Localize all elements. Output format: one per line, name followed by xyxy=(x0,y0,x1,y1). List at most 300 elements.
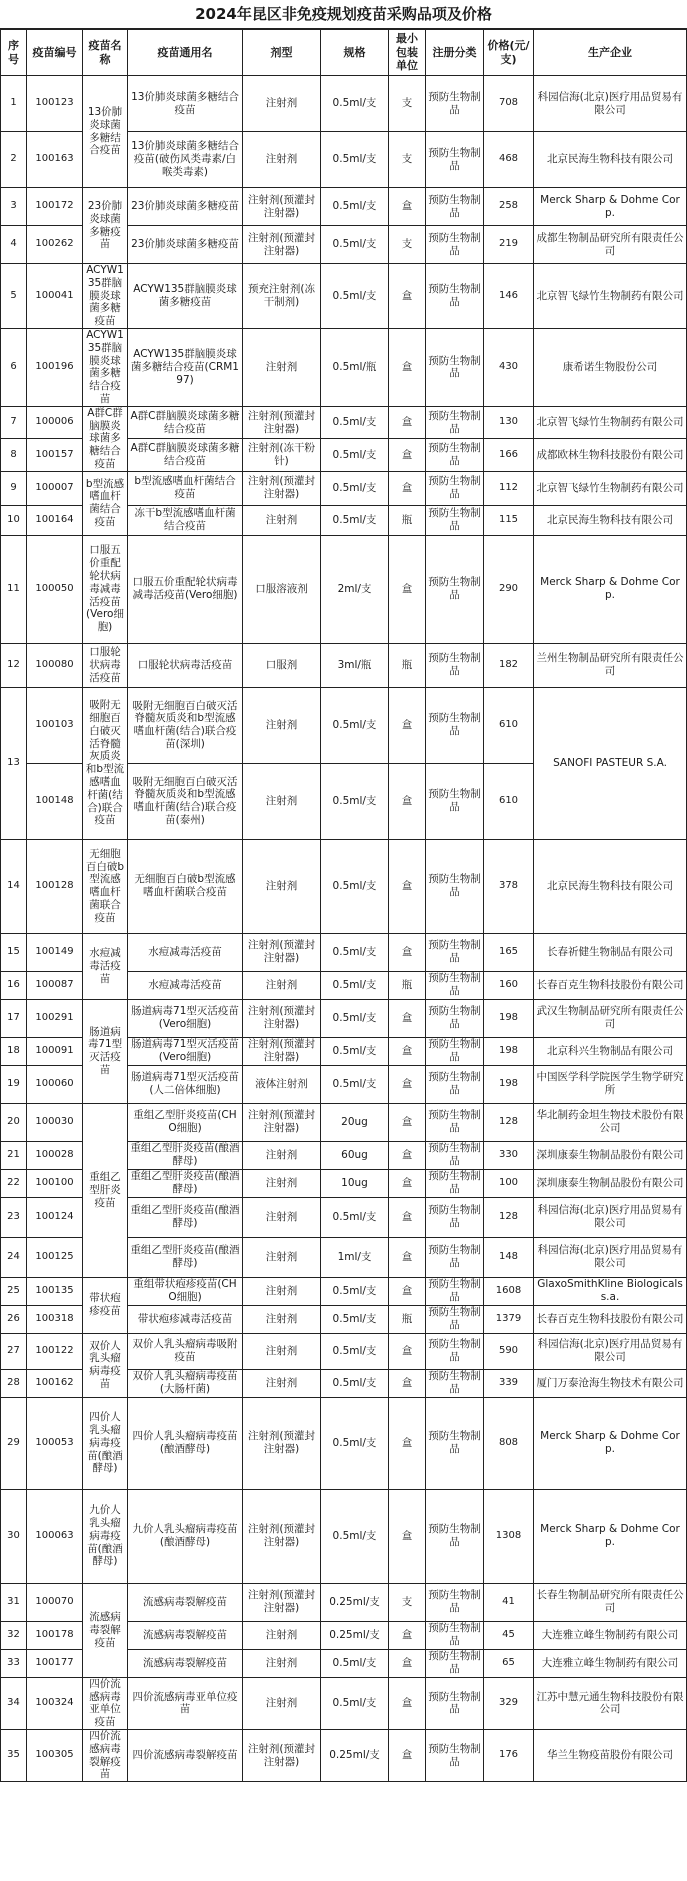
cell-vaccine-name: A群C群脑膜炎球菌多糖结合疫苗 xyxy=(83,406,128,471)
cell-dosage-form: 注射剂 xyxy=(243,1677,321,1729)
cell-price: 130 xyxy=(484,406,534,438)
cell-seq: 9 xyxy=(1,471,27,505)
cell-code: 100063 xyxy=(27,1489,83,1583)
cell-spec: 0.25ml/支 xyxy=(321,1621,389,1649)
cell-spec: 2ml/支 xyxy=(321,535,389,643)
cell-dosage-form: 注射剂 xyxy=(243,1369,321,1397)
cell-unit: 盒 xyxy=(389,1677,426,1729)
cell-vaccine-name: 23价肺炎球菌多糖疫苗 xyxy=(83,188,128,264)
cell-spec: 0.25ml/支 xyxy=(321,1583,389,1621)
cell-vaccine-name: 四价流感病毒亚单位疫苗 xyxy=(83,1677,128,1729)
cell-code: 100128 xyxy=(27,839,83,933)
cell-unit: 盒 xyxy=(389,1037,426,1065)
header-manufacturer: 生产企业 xyxy=(534,30,687,76)
cell-unit: 盒 xyxy=(389,188,426,226)
cell-dosage-form: 注射剂 xyxy=(243,1237,321,1277)
cell-vaccine-name: 流感病毒裂解疫苗 xyxy=(83,1583,128,1677)
cell-manufacturer: 华兰生物疫苗股份有限公司 xyxy=(534,1729,687,1781)
cell-dosage-form: 注射剂 xyxy=(243,687,321,763)
cell-seq: 10 xyxy=(1,505,27,535)
cell-code: 100125 xyxy=(27,1237,83,1277)
cell-seq: 8 xyxy=(1,439,27,472)
cell-unit: 盒 xyxy=(389,1065,426,1103)
table-row xyxy=(1,76,687,132)
cell-spec: 0.5ml/支 xyxy=(321,763,389,839)
cell-price: 176 xyxy=(484,1729,534,1781)
cell-code: 100291 xyxy=(27,999,83,1037)
cell-price: 329 xyxy=(484,1677,534,1729)
cell-code: 100070 xyxy=(27,1583,83,1621)
table-row xyxy=(1,687,687,763)
cell-code: 100262 xyxy=(27,226,83,264)
cell-manufacturer: 深圳康泰生物制品股份有限公司 xyxy=(534,1169,687,1197)
cell-manufacturer: Merck Sharp & Dohme Corp. xyxy=(534,535,687,643)
cell-manufacturer: 深圳康泰生物制品股份有限公司 xyxy=(534,1141,687,1169)
cell-dosage-form: 注射剂(预灌封注射器) xyxy=(243,933,321,971)
table-row xyxy=(1,1583,687,1621)
cell-seq: 14 xyxy=(1,839,27,933)
cell-price: 148 xyxy=(484,1237,534,1277)
cell-code: 100091 xyxy=(27,1037,83,1065)
cell-category: 预防生物制品 xyxy=(426,1677,484,1729)
cell-code: 100087 xyxy=(27,971,83,999)
cell-vaccine-name: 口服五价重配轮状病毒减毒活疫苗(Vero细胞) xyxy=(83,535,128,643)
cell-generic-name: ACYW135群脑膜炎球菌多糖疫苗 xyxy=(128,264,243,329)
cell-spec: 0.5ml/支 xyxy=(321,971,389,999)
cell-dosage-form: 注射剂(预灌封注射器) xyxy=(243,1489,321,1583)
cell-spec: 0.5ml/支 xyxy=(321,1277,389,1305)
cell-dosage-form: 注射剂(预灌封注射器) xyxy=(243,1583,321,1621)
cell-price: 165 xyxy=(484,933,534,971)
cell-dosage-form: 注射剂 xyxy=(243,328,321,406)
table-row xyxy=(1,471,687,505)
cell-manufacturer: 长春生物制品研究所有限责任公司 xyxy=(534,1583,687,1621)
cell-spec: 0.5ml/瓶 xyxy=(321,328,389,406)
cell-generic-name: 四价流感病毒亚单位疫苗 xyxy=(128,1677,243,1729)
cell-category: 预防生物制品 xyxy=(426,933,484,971)
cell-generic-name: 重组乙型肝炎疫苗(酿酒酵母) xyxy=(128,1197,243,1237)
header-generic-name: 疫苗通用名 xyxy=(128,30,243,76)
cell-manufacturer: 中国医学科学院医学生物学研究所 xyxy=(534,1065,687,1103)
cell-vaccine-name: 九价人乳头瘤病毒疫苗(酿酒酵母) xyxy=(83,1489,128,1583)
cell-seq: 18 xyxy=(1,1037,27,1065)
cell-seq: 31 xyxy=(1,1583,27,1621)
cell-manufacturer: 成都生物制品研究所有限责任公司 xyxy=(534,226,687,264)
table-row xyxy=(1,933,687,971)
table-row xyxy=(1,643,687,687)
header-code: 疫苗编号 xyxy=(27,30,83,76)
cell-dosage-form: 注射剂(冻干粉针) xyxy=(243,439,321,472)
cell-manufacturer: GlaxoSmithKline Biologicals s.a. xyxy=(534,1277,687,1305)
cell-spec: 0.5ml/支 xyxy=(321,226,389,264)
cell-seq: 21 xyxy=(1,1141,27,1169)
cell-dosage-form: 注射剂(预灌封注射器) xyxy=(243,1037,321,1065)
cell-manufacturer: Merck Sharp & Dohme Corp. xyxy=(534,1489,687,1583)
cell-unit: 盒 xyxy=(389,999,426,1037)
cell-generic-name: 13价肺炎球菌多糖结合疫苗(破伤风类毒素/白喉类毒素) xyxy=(128,132,243,188)
cell-vaccine-name: 四价流感病毒裂解疫苗 xyxy=(83,1729,128,1781)
cell-vaccine-name: ACYW135群脑膜炎球菌多糖疫苗 xyxy=(83,264,128,329)
cell-dosage-form: 注射剂 xyxy=(243,1169,321,1197)
table-row xyxy=(1,1333,687,1369)
cell-code: 100060 xyxy=(27,1065,83,1103)
cell-seq: 12 xyxy=(1,643,27,687)
cell-vaccine-name: 13价肺炎球菌多糖结合疫苗 xyxy=(83,76,128,188)
header-unit: 最小包装单位 xyxy=(389,30,426,76)
cell-spec: 0.5ml/支 xyxy=(321,1065,389,1103)
cell-code: 100080 xyxy=(27,643,83,687)
cell-seq: 22 xyxy=(1,1169,27,1197)
cell-dosage-form: 注射剂(预灌封注射器) xyxy=(243,999,321,1037)
cell-price: 182 xyxy=(484,643,534,687)
cell-unit: 盒 xyxy=(389,687,426,763)
cell-seq: 15 xyxy=(1,933,27,971)
cell-generic-name: 水痘减毒活疫苗 xyxy=(128,971,243,999)
cell-manufacturer: 科园信海(北京)医疗用品贸易有限公司 xyxy=(534,76,687,132)
cell-unit: 盒 xyxy=(389,1621,426,1649)
cell-spec: 0.5ml/支 xyxy=(321,505,389,535)
cell-spec: 0.25ml/支 xyxy=(321,1729,389,1781)
cell-spec: 10ug xyxy=(321,1169,389,1197)
cell-code: 100172 xyxy=(27,188,83,226)
header-price: 价格(元/支) xyxy=(484,30,534,76)
cell-dosage-form: 注射剂(预灌封注射器) xyxy=(243,1397,321,1489)
cell-price: 100 xyxy=(484,1169,534,1197)
cell-seq: 19 xyxy=(1,1065,27,1103)
cell-spec: 0.5ml/支 xyxy=(321,1037,389,1065)
cell-generic-name: 口服轮状病毒活疫苗 xyxy=(128,643,243,687)
cell-unit: 盒 xyxy=(389,1649,426,1677)
cell-spec: 0.5ml/支 xyxy=(321,1677,389,1729)
cell-seq: 33 xyxy=(1,1649,27,1677)
cell-category: 预防生物制品 xyxy=(426,1397,484,1489)
cell-category: 预防生物制品 xyxy=(426,471,484,505)
cell-unit: 盒 xyxy=(389,933,426,971)
cell-dosage-form: 液体注射剂 xyxy=(243,1065,321,1103)
cell-price: 128 xyxy=(484,1197,534,1237)
table-header-row xyxy=(1,30,687,76)
cell-dosage-form: 注射剂 xyxy=(243,1333,321,1369)
cell-generic-name: 重组乙型肝炎疫苗(酿酒酵母) xyxy=(128,1169,243,1197)
cell-seq: 3 xyxy=(1,188,27,226)
cell-price: 198 xyxy=(484,1065,534,1103)
cell-vaccine-name: 肠道病毒71型灭活疫苗 xyxy=(83,999,128,1103)
cell-code: 100177 xyxy=(27,1649,83,1677)
cell-code: 100006 xyxy=(27,406,83,438)
cell-price: 430 xyxy=(484,328,534,406)
cell-generic-name: 重组乙型肝炎疫苗(酿酒酵母) xyxy=(128,1141,243,1169)
cell-manufacturer: 康希诺生物股份公司 xyxy=(534,328,687,406)
cell-spec: 0.5ml/支 xyxy=(321,1333,389,1369)
cell-category: 预防生物制品 xyxy=(426,328,484,406)
table-row xyxy=(1,535,687,643)
cell-generic-name: 四价流感病毒裂解疫苗 xyxy=(128,1729,243,1781)
cell-category: 预防生物制品 xyxy=(426,1489,484,1583)
cell-manufacturer: 江苏中慧元通生物科技股份有限公司 xyxy=(534,1677,687,1729)
cell-spec: 0.5ml/支 xyxy=(321,1397,389,1489)
cell-category: 预防生物制品 xyxy=(426,1583,484,1621)
cell-unit: 盒 xyxy=(389,1397,426,1489)
cell-manufacturer: 厦门万泰沧海生物技术有限公司 xyxy=(534,1369,687,1397)
cell-generic-name: 双价人乳头瘤病毒吸附疫苗 xyxy=(128,1333,243,1369)
cell-vaccine-name: 四价人乳头瘤病毒疫苗(酿酒酵母) xyxy=(83,1397,128,1489)
cell-price: 610 xyxy=(484,687,534,763)
cell-unit: 盒 xyxy=(389,1729,426,1781)
cell-seq: 2 xyxy=(1,132,27,188)
cell-category: 预防生物制品 xyxy=(426,1103,484,1141)
table-row xyxy=(1,328,687,406)
cell-generic-name: 流感病毒裂解疫苗 xyxy=(128,1621,243,1649)
cell-price: 610 xyxy=(484,763,534,839)
cell-code: 100007 xyxy=(27,471,83,505)
cell-manufacturer: 北京智飞绿竹生物制药有限公司 xyxy=(534,264,687,329)
cell-manufacturer: 长春百克生物科技股份有限公司 xyxy=(534,1305,687,1333)
cell-spec: 0.5ml/支 xyxy=(321,471,389,505)
header-seq: 序号 xyxy=(1,30,27,76)
cell-seq: 29 xyxy=(1,1397,27,1489)
cell-manufacturer: 北京科兴生物制品有限公司 xyxy=(534,1037,687,1065)
cell-unit: 盒 xyxy=(389,1489,426,1583)
cell-seq: 35 xyxy=(1,1729,27,1781)
cell-category: 预防生物制品 xyxy=(426,535,484,643)
cell-price: 128 xyxy=(484,1103,534,1141)
cell-price: 160 xyxy=(484,971,534,999)
cell-unit: 支 xyxy=(389,1583,426,1621)
table-row xyxy=(1,1489,687,1583)
cell-category: 预防生物制品 xyxy=(426,505,484,535)
cell-dosage-form: 注射剂(预灌封注射器) xyxy=(243,226,321,264)
cell-price: 45 xyxy=(484,1621,534,1649)
cell-spec: 0.5ml/支 xyxy=(321,999,389,1037)
cell-price: 378 xyxy=(484,839,534,933)
cell-category: 预防生物制品 xyxy=(426,76,484,132)
cell-vaccine-name: ACYW135群脑膜炎球菌多糖结合疫苗 xyxy=(83,328,128,406)
cell-unit: 盒 xyxy=(389,535,426,643)
cell-manufacturer: 成都欧林生物科技股份有限公司 xyxy=(534,439,687,472)
cell-seq: 25 xyxy=(1,1277,27,1305)
cell-generic-name: 冻干b型流感嗜血杆菌结合疫苗 xyxy=(128,505,243,535)
cell-unit: 瓶 xyxy=(389,1305,426,1333)
cell-seq: 11 xyxy=(1,535,27,643)
cell-spec: 0.5ml/支 xyxy=(321,687,389,763)
cell-code: 100135 xyxy=(27,1277,83,1305)
cell-price: 808 xyxy=(484,1397,534,1489)
cell-seq: 30 xyxy=(1,1489,27,1583)
cell-category: 预防生物制品 xyxy=(426,406,484,438)
cell-generic-name: 肠道病毒71型灭活疫苗(Vero细胞) xyxy=(128,1037,243,1065)
cell-seq: 1 xyxy=(1,76,27,132)
cell-seq: 23 xyxy=(1,1197,27,1237)
cell-price: 112 xyxy=(484,471,534,505)
cell-code: 100318 xyxy=(27,1305,83,1333)
cell-manufacturer: 华北制药金坦生物技术股份有限公司 xyxy=(534,1103,687,1141)
cell-generic-name: 水痘减毒活疫苗 xyxy=(128,933,243,971)
cell-manufacturer: 大连雅立峰生物制药有限公司 xyxy=(534,1649,687,1677)
cell-unit: 瓶 xyxy=(389,971,426,999)
cell-generic-name: 带状疱疹减毒活疫苗 xyxy=(128,1305,243,1333)
cell-spec: 0.5ml/支 xyxy=(321,76,389,132)
cell-generic-name: 流感病毒裂解疫苗 xyxy=(128,1583,243,1621)
cell-code: 100324 xyxy=(27,1677,83,1729)
cell-generic-name: 13价肺炎球菌多糖结合疫苗 xyxy=(128,76,243,132)
cell-category: 预防生物制品 xyxy=(426,1065,484,1103)
cell-price: 41 xyxy=(484,1583,534,1621)
cell-spec: 0.5ml/支 xyxy=(321,439,389,472)
cell-category: 预防生物制品 xyxy=(426,1649,484,1677)
cell-vaccine-name: 带状疱疹疫苗 xyxy=(83,1277,128,1333)
cell-dosage-form: 注射剂 xyxy=(243,839,321,933)
cell-spec: 0.5ml/支 xyxy=(321,1369,389,1397)
cell-unit: 瓶 xyxy=(389,643,426,687)
cell-seq: 4 xyxy=(1,226,27,264)
cell-category: 预防生物制品 xyxy=(426,132,484,188)
cell-seq: 5 xyxy=(1,264,27,329)
cell-seq: 26 xyxy=(1,1305,27,1333)
cell-generic-name: 口服五价重配轮状病毒减毒活疫苗(Vero细胞) xyxy=(128,535,243,643)
cell-generic-name: 双价人乳头瘤病毒疫苗(大肠杆菌) xyxy=(128,1369,243,1397)
cell-unit: 盒 xyxy=(389,439,426,472)
table-row xyxy=(1,264,687,329)
cell-unit: 支 xyxy=(389,226,426,264)
document-title: 2024年昆区非免疫规划疫苗采购品项及价格 xyxy=(0,0,687,29)
cell-seq: 6 xyxy=(1,328,27,406)
cell-manufacturer: 科园信海(北京)医疗用品贸易有限公司 xyxy=(534,1333,687,1369)
cell-spec: 0.5ml/支 xyxy=(321,839,389,933)
cell-category: 预防生物制品 xyxy=(426,1197,484,1237)
cell-price: 1608 xyxy=(484,1277,534,1305)
cell-manufacturer: 北京民海生物科技有限公司 xyxy=(534,839,687,933)
cell-dosage-form: 注射剂 xyxy=(243,1197,321,1237)
cell-manufacturer: 北京智飞绿竹生物制药有限公司 xyxy=(534,471,687,505)
cell-dosage-form: 注射剂(预灌封注射器) xyxy=(243,1103,321,1141)
cell-category: 预防生物制品 xyxy=(426,264,484,329)
cell-dosage-form: 注射剂(预灌封注射器) xyxy=(243,406,321,438)
cell-unit: 盒 xyxy=(389,1237,426,1277)
cell-generic-name: b型流感嗜血杆菌结合疫苗 xyxy=(128,471,243,505)
cell-unit: 盒 xyxy=(389,1197,426,1237)
cell-seq: 28 xyxy=(1,1369,27,1397)
cell-unit: 盒 xyxy=(389,328,426,406)
cell-code: 100030 xyxy=(27,1103,83,1141)
cell-dosage-form: 注射剂(预灌封注射器) xyxy=(243,471,321,505)
cell-manufacturer: 北京民海生物科技有限公司 xyxy=(534,505,687,535)
cell-seq: 13 xyxy=(1,687,27,839)
cell-manufacturer: 兰州生物制品研究所有限责任公司 xyxy=(534,643,687,687)
cell-spec: 60ug xyxy=(321,1141,389,1169)
cell-price: 1379 xyxy=(484,1305,534,1333)
table-row xyxy=(1,188,687,226)
cell-price: 590 xyxy=(484,1333,534,1369)
cell-dosage-form: 注射剂 xyxy=(243,132,321,188)
cell-category: 预防生物制品 xyxy=(426,643,484,687)
header-category: 注册分类 xyxy=(426,30,484,76)
cell-code: 100148 xyxy=(27,763,83,839)
cell-category: 预防生物制品 xyxy=(426,1277,484,1305)
cell-price: 219 xyxy=(484,226,534,264)
cell-unit: 盒 xyxy=(389,1169,426,1197)
cell-category: 预防生物制品 xyxy=(426,1305,484,1333)
cell-spec: 0.5ml/支 xyxy=(321,933,389,971)
cell-category: 预防生物制品 xyxy=(426,1333,484,1369)
cell-dosage-form: 注射剂 xyxy=(243,971,321,999)
table-row xyxy=(1,1277,687,1305)
cell-spec: 20ug xyxy=(321,1103,389,1141)
cell-vaccine-name: 水痘减毒活疫苗 xyxy=(83,933,128,999)
table-row xyxy=(1,1729,687,1781)
cell-code: 100041 xyxy=(27,264,83,329)
cell-dosage-form: 注射剂 xyxy=(243,1141,321,1169)
cell-unit: 盒 xyxy=(389,1141,426,1169)
cell-category: 预防生物制品 xyxy=(426,1237,484,1277)
cell-category: 预防生物制品 xyxy=(426,1169,484,1197)
cell-manufacturer: 长春百克生物科技股份有限公司 xyxy=(534,971,687,999)
cell-category: 预防生物制品 xyxy=(426,1141,484,1169)
cell-seq: 32 xyxy=(1,1621,27,1649)
cell-unit: 盒 xyxy=(389,1369,426,1397)
cell-code: 100103 xyxy=(27,687,83,763)
cell-unit: 盒 xyxy=(389,471,426,505)
cell-spec: 0.5ml/支 xyxy=(321,132,389,188)
cell-spec: 0.5ml/支 xyxy=(321,1649,389,1677)
cell-category: 预防生物制品 xyxy=(426,971,484,999)
cell-price: 166 xyxy=(484,439,534,472)
cell-vaccine-name: 重组乙型肝炎疫苗 xyxy=(83,1103,128,1277)
cell-manufacturer: 北京民海生物科技有限公司 xyxy=(534,132,687,188)
cell-manufacturer: 长春祈健生物制品有限公司 xyxy=(534,933,687,971)
cell-seq: 34 xyxy=(1,1677,27,1729)
cell-category: 预防生物制品 xyxy=(426,687,484,763)
cell-code: 100053 xyxy=(27,1397,83,1489)
cell-dosage-form: 注射剂 xyxy=(243,76,321,132)
cell-generic-name: 四价人乳头瘤病毒疫苗(酿酒酵母) xyxy=(128,1397,243,1489)
cell-code: 100123 xyxy=(27,76,83,132)
cell-code: 100162 xyxy=(27,1369,83,1397)
vaccine-price-table xyxy=(0,29,687,1782)
header-vaccine-name: 疫苗名称 xyxy=(83,30,128,76)
cell-generic-name: 23价肺炎球菌多糖疫苗 xyxy=(128,188,243,226)
cell-unit: 盒 xyxy=(389,1103,426,1141)
cell-spec: 0.5ml/支 xyxy=(321,1489,389,1583)
cell-category: 预防生物制品 xyxy=(426,226,484,264)
cell-dosage-form: 口服剂 xyxy=(243,643,321,687)
cell-unit: 盒 xyxy=(389,264,426,329)
cell-unit: 瓶 xyxy=(389,505,426,535)
cell-vaccine-name: 吸附无细胞百白破灭活脊髓灰质炎和b型流感嗜血杆菌(结合)联合疫苗 xyxy=(83,687,128,839)
cell-category: 预防生物制品 xyxy=(426,1369,484,1397)
cell-price: 198 xyxy=(484,999,534,1037)
cell-code: 100050 xyxy=(27,535,83,643)
cell-vaccine-name: b型流感嗜血杆菌结合疫苗 xyxy=(83,471,128,535)
cell-code: 100196 xyxy=(27,328,83,406)
cell-unit: 盒 xyxy=(389,1277,426,1305)
cell-price: 708 xyxy=(484,76,534,132)
cell-code: 100100 xyxy=(27,1169,83,1197)
cell-dosage-form: 注射剂 xyxy=(243,505,321,535)
cell-seq: 16 xyxy=(1,971,27,999)
cell-manufacturer: 北京智飞绿竹生物制药有限公司 xyxy=(534,406,687,438)
cell-dosage-form: 注射剂 xyxy=(243,1621,321,1649)
cell-category: 预防生物制品 xyxy=(426,839,484,933)
cell-code: 100178 xyxy=(27,1621,83,1649)
cell-seq: 24 xyxy=(1,1237,27,1277)
cell-dosage-form: 预充注射剂(冻干制剂) xyxy=(243,264,321,329)
cell-generic-name: ACYW135群脑膜炎球菌多糖结合疫苗(CRM197) xyxy=(128,328,243,406)
cell-generic-name: 肠道病毒71型灭活疫苗(人二倍体细胞) xyxy=(128,1065,243,1103)
cell-generic-name: 吸附无细胞百白破灭活脊髓灰质炎和b型流感嗜血杆菌(结合)联合疫苗(深圳) xyxy=(128,687,243,763)
cell-price: 468 xyxy=(484,132,534,188)
cell-dosage-form: 注射剂 xyxy=(243,1305,321,1333)
cell-spec: 0.5ml/支 xyxy=(321,406,389,438)
